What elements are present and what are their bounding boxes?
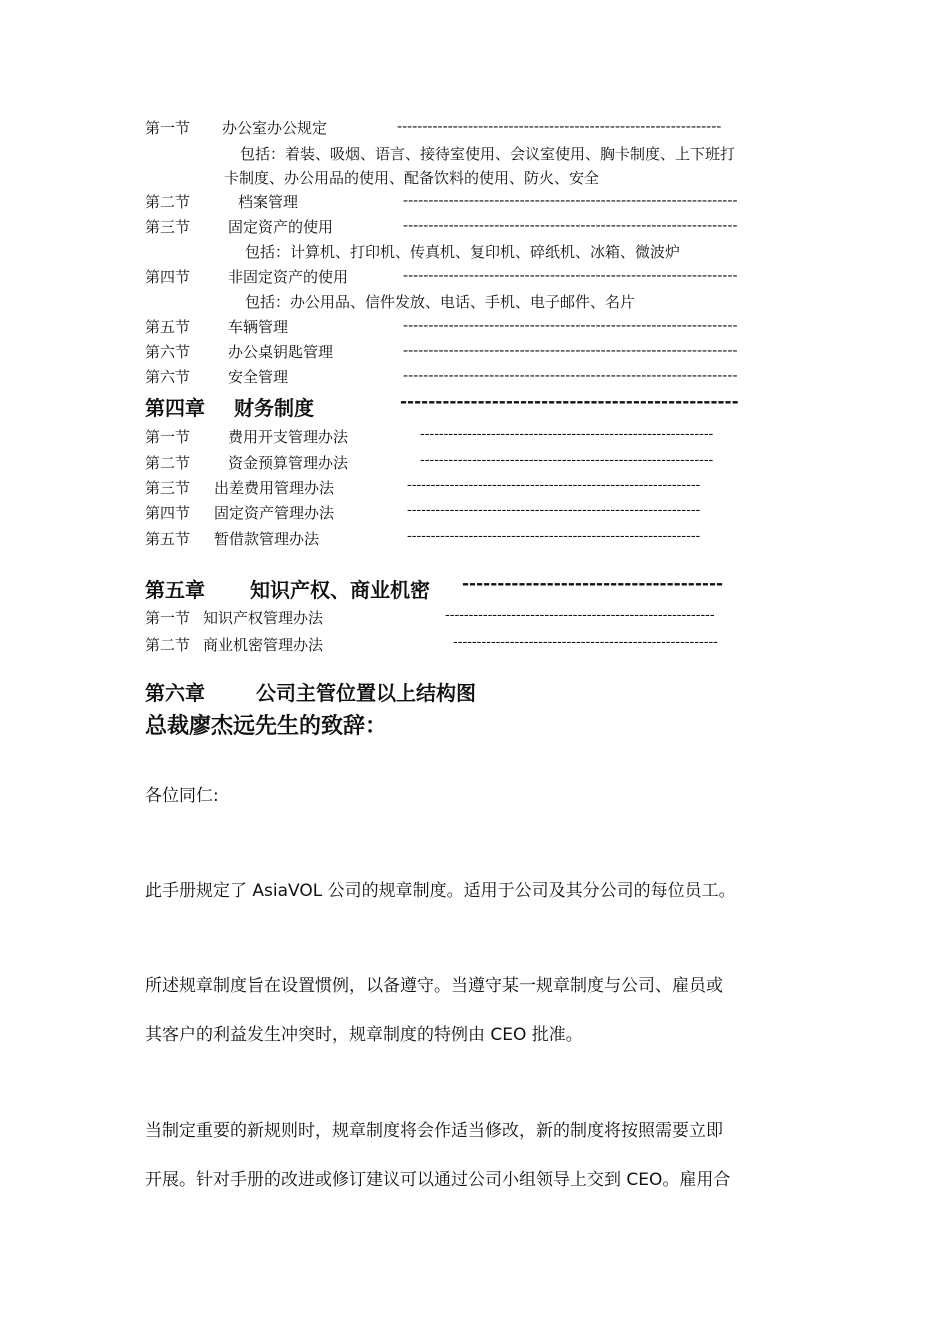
toc-section-title: 档案管理 [238,193,299,211]
toc-section-title: 固定资产管理办法 [214,504,335,522]
toc-section-num: 第四节 [145,268,191,286]
toc-chapter-title: 公司主管位置以上结构图 [256,681,476,705]
toc-leader: --------------------------------------------------------- [445,607,715,623]
toc-section-title: 固定资产的使用 [228,218,334,236]
toc-chapter-num: 第四章 [145,396,205,420]
toc-chapter-num: 第五章 [145,578,205,602]
toc-section-title: 费用开支管理办法 [228,428,349,446]
letter-paragraph: 其客户的利益发生冲突时，规章制度的特例由 CEO 批准。 [145,1025,583,1045]
toc-section-includes: 卡制度、办公用品的使用、配备饮料的使用、防火、安全 [224,169,600,187]
toc-section-num: 第二节 [145,193,191,211]
toc-leader: -------------------------------------------------------------- [407,477,701,493]
toc-section-includes: 包括：计算机、打印机、传真机、复印机、碎纸机、冰箱、微波炉 [245,243,681,261]
toc-section-num: 第三节 [145,218,191,236]
toc-section-num: 第一节 [145,609,191,627]
toc-section-num: 第一节 [145,119,191,137]
toc-section-title: 办公室办公规定 [222,119,328,137]
toc-leader: -------------------------------------------------------------- [420,452,714,468]
toc-section-includes: 包括：办公用品、信件发放、电话、手机、电子邮件、名片 [245,293,636,311]
letter-paragraph: 开展。针对手册的改进或修订建议可以通过公司小组领导上交到 CEO。雇用合 [145,1170,731,1190]
toc-leader: ------------------------------------------------------------------ [403,316,738,334]
toc-section-num: 第二节 [145,636,191,654]
toc-leader: ------------------------------------------------------------------ [403,191,738,209]
toc-section-num: 第五节 [145,530,191,548]
toc-leader: ------------------------------------------------------------------ [403,366,738,384]
toc-section-title: 暂借款管理办法 [214,530,320,548]
toc-section-title: 车辆管理 [228,318,289,336]
toc-section-num: 第二节 [145,454,191,472]
toc-leader: -------------------------------------------------------------- [407,528,701,544]
toc-section-title: 办公桌钥匙管理 [228,343,334,361]
toc-leader: -------------------------------------------------------- [453,634,718,650]
toc-leader: ------------------------------------------------------------------ [403,341,738,359]
toc-chapter-title: 知识产权、商业机密 [250,578,430,602]
toc-leader: -------------------------------------------------------------- [407,502,701,518]
toc-section-num: 第六节 [145,343,191,361]
toc-section-num: 第一节 [145,428,191,446]
letter-paragraph: 所述规章制度旨在设置惯例，以备遵守。当遵守某一规章制度与公司、雇员或 [145,976,723,996]
letter-greeting: 各位同仁: [145,786,219,806]
toc-chapter-title: 财务制度 [234,396,314,420]
toc-section-title: 安全管理 [228,368,289,386]
toc-leader: ---------------------------------------------------------------- [397,117,722,135]
toc-section-num: 第六节 [145,368,191,386]
toc-leader: ------------------------------------------------ [400,392,739,412]
toc-section-num: 第四节 [145,504,191,522]
letter-paragraph: 此手册规定了 AsiaVOL 公司的规章制度。适用于公司及其分公司的每位员工。 [145,881,736,901]
toc-section-title: 知识产权管理办法 [203,609,324,627]
letter-title: 总裁廖杰远先生的致辞： [145,714,388,739]
toc-section-title: 出差费用管理办法 [214,479,335,497]
toc-section-num: 第五节 [145,318,191,336]
toc-section-title: 非固定资产的使用 [228,268,349,286]
letter-paragraph: 当制定重要的新规则时，规章制度将会作适当修改，新的制度将按照需要立即 [145,1121,723,1141]
toc-leader: ------------------------------------------------------------------ [403,266,738,284]
toc-chapter-num: 第六章 [145,681,205,705]
toc-leader: ------------------------------------------------------------------ [403,216,738,234]
toc-section-title: 商业机密管理办法 [203,636,324,654]
toc-leader: -------------------------------------------------------------- [420,426,714,442]
toc-section-includes: 包括：着装、吸烟、语言、接待室使用、会议室使用、胸卡制度、上下班打 [240,145,736,163]
toc-section-num: 第三节 [145,479,191,497]
toc-section-title: 资金预算管理办法 [228,454,349,472]
toc-leader: ------------------------------------- [462,574,724,594]
